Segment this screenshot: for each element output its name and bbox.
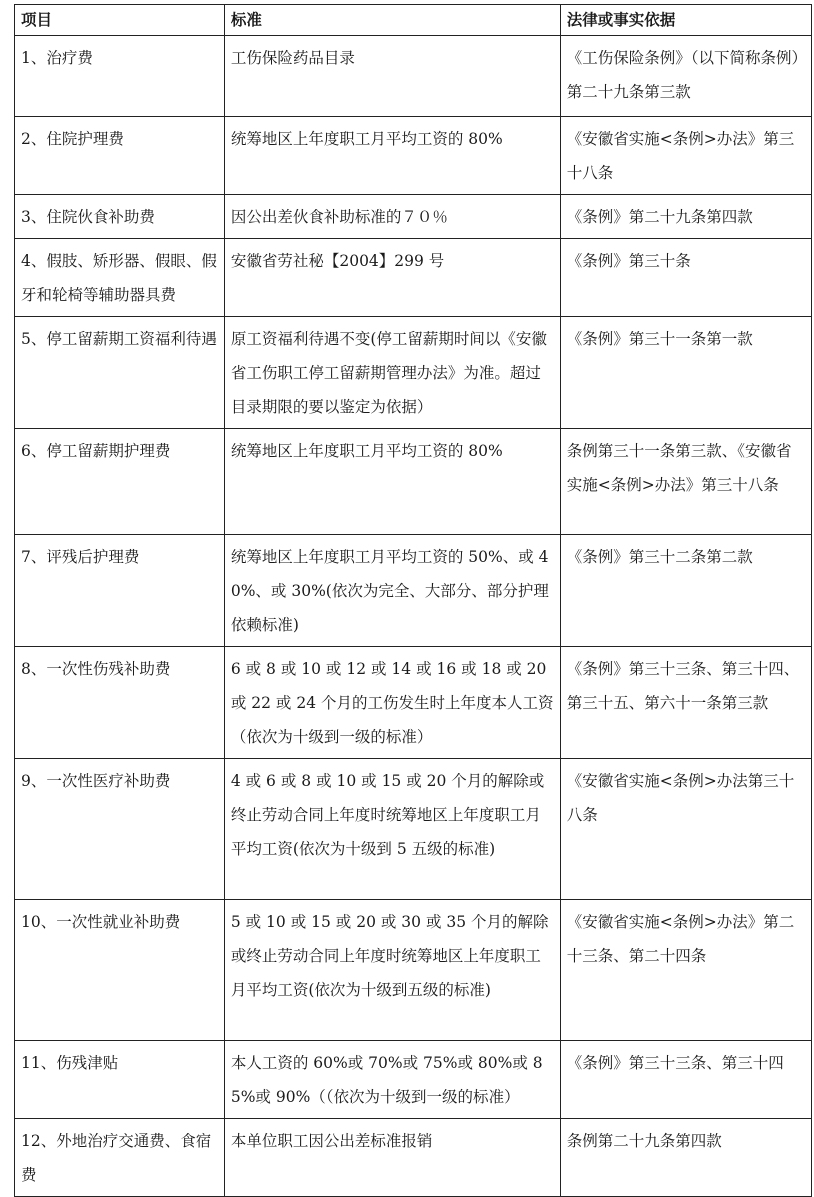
basis-cell: 《安徽省实施<条例>办法》第二十三条、第二十四条 [560,900,811,1041]
standard-cell: 因公出差伙食补助标准的７０％ [224,195,560,239]
header-item: 项目 [15,5,225,36]
standard-cell: 本单位职工因公出差标准报销 [224,1119,560,1197]
standard-cell: 安徽省劳社秘【2004】299 号 [224,239,560,317]
item-cell: 4、假肢、矫形器、假眼、假牙和轮椅等辅助器具费 [15,239,225,317]
header-row [15,5,812,36]
table-row [15,1041,812,1119]
standard-cell: 统筹地区上年度职工月平均工资的 80% [224,117,560,195]
standard-cell: 本人工资的 60%或 70%或 75%或 80%或 85%或 90%（（依次为十级到一级的标准） [224,1041,560,1119]
item-cell: 2、住院护理费 [15,117,225,195]
basis-cell: 《条例》第三十条 [560,239,811,317]
basis-cell: 《条例》第三十一条第一款 [560,317,811,429]
standard-cell: 统筹地区上年度职工月平均工资的 80% [224,429,560,535]
standard-cell: 统筹地区上年度职工月平均工资的 50%、或 40%、或 30%(依次为完全、大部分、部分护理依赖标准) [224,535,560,647]
item-cell: 12、外地治疗交通费、食宿费 [15,1119,225,1197]
item-cell: 5、停工留薪期工资福利待遇 [15,317,225,429]
basis-cell: 条例第二十九条第四款 [560,1119,811,1197]
table-row [15,535,812,647]
item-cell: 9、一次性医疗补助费 [15,759,225,900]
table-row [15,117,812,195]
standard-cell: 工伤保险药品目录 [224,36,560,117]
basis-cell: 《条例》第三十三条、第三十四、第三十五、第六十一条第三款 [560,647,811,759]
table-row [15,195,812,239]
standard-cell: 5 或 10 或 15 或 20 或 30 或 35 个月的解除或终止劳动合同上年度时统筹地区上年度职工月平均工资(依次为十级到五级的标准) [224,900,560,1041]
table-row [15,647,812,759]
table-row [15,239,812,317]
standard-cell: 6 或 8 或 10 或 12 或 14 或 16 或 18 或 20 或 22 或 24 个月的工伤发生时上年度本人工资（依次为十级到一级的标准） [224,647,560,759]
table-row [15,429,812,535]
header-standard: 标准 [224,5,560,36]
item-cell: 11、伤残津贴 [15,1041,225,1119]
item-cell: 6、停工留薪期护理费 [15,429,225,535]
table-row [15,759,812,900]
item-cell: 3、住院伙食补助费 [15,195,225,239]
standard-cell: 4 或 6 或 8 或 10 或 15 或 20 个月的解除或终止劳动合同上年度时统筹地区上年度职工月平均工资(依次为十级到 5 五级的标准) [224,759,560,900]
basis-cell: 《安徽省实施<条例>办法》第三十八条 [560,117,811,195]
basis-cell: 条例第三十一条第三款、《安徽省实施<条例>办法》第三十八条 [560,429,811,535]
item-cell: 10、一次性就业补助费 [15,900,225,1041]
standard-cell: 原工资福利待遇不变(停工留薪期时间以《安徽省工伤职工停工留薪期管理办法》为准。超过目录期限的要以鉴定为依据） [224,317,560,429]
basis-cell: 《条例》第三十三条、第三十四 [560,1041,811,1119]
table-row [15,36,812,117]
table-row [15,1119,812,1197]
table-row [15,317,812,429]
header-basis: 法律或事实依据 [560,5,811,36]
table-row [15,900,812,1041]
basis-cell: 《条例》第二十九条第四款 [560,195,811,239]
basis-cell: 《工伤保险条例》（以下简称条例）第二十九条第三款 [560,36,811,117]
item-cell: 1、治疗费 [15,36,225,117]
item-cell: 8、一次性伤残补助费 [15,647,225,759]
basis-cell: 《安徽省实施<条例>办法第三十八条 [560,759,811,900]
compensation-table [14,4,812,1197]
item-cell: 7、评残后护理费 [15,535,225,647]
basis-cell: 《条例》第三十二条第二款 [560,535,811,647]
